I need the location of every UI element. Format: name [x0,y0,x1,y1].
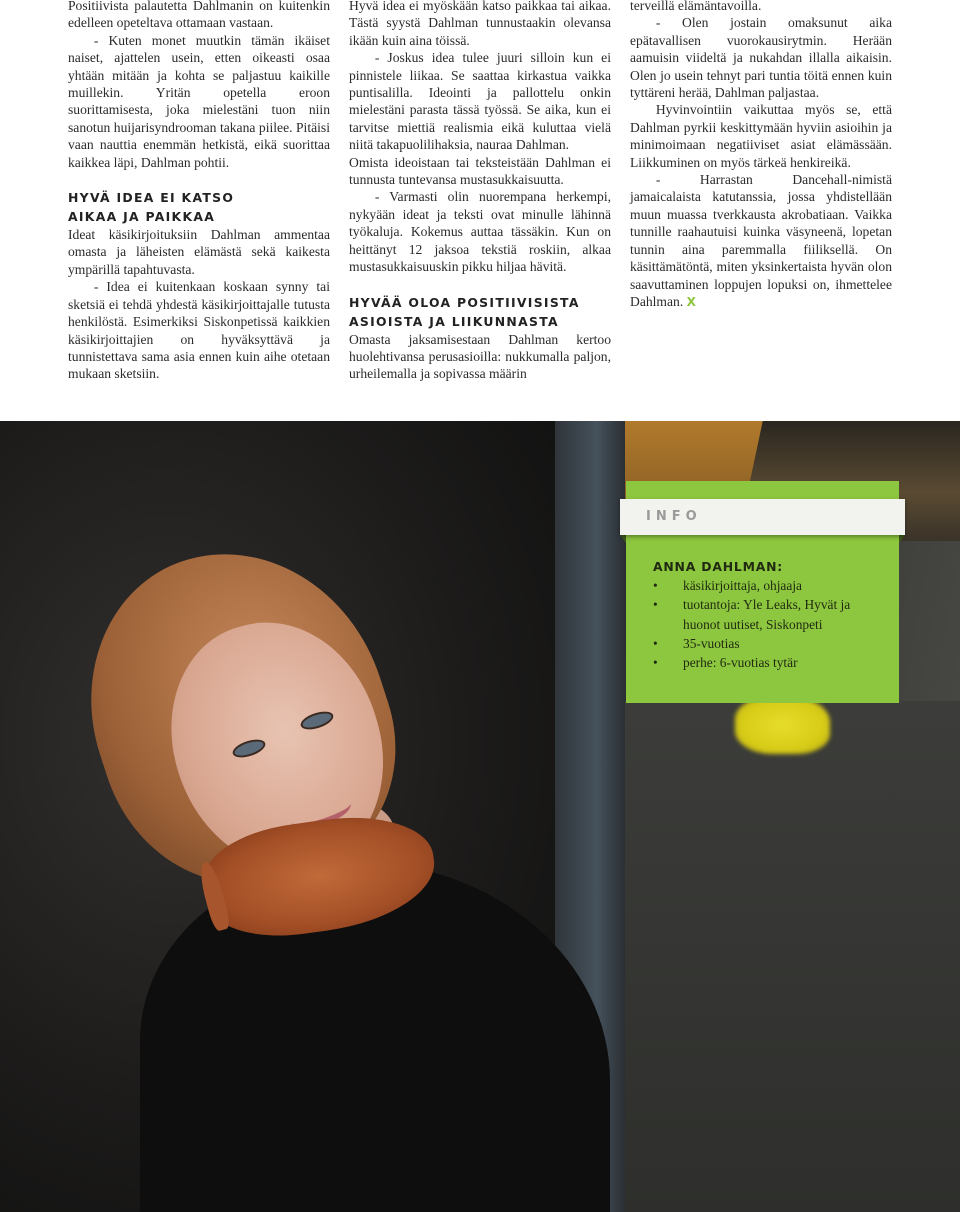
paragraph: - Varmasti olin nuorempana herkempi, nykyään ideat ja teksti ovat minulle lähinnä työkaluja. Kokemus auttaa tässäkin. Kun on heittänyt 12 jaksoa tekstiä roskiin, alkaa mustasukkaisuuskin pikku hiljaa hävitä. [349,189,611,275]
article-column-1 [68,0,330,383]
info-list-item: • tuotantoja: Yle Leaks, Hyvät ja huonot uutiset, Siskonpeti [653,595,888,633]
section-heading-line: ASIOISTA JA LIIKUNNASTA [349,313,559,329]
info-banner-fold [620,535,626,543]
paragraph: Hyvinvointiin vaikuttaa myös se, että Dahlman pyrkii keskittymään hyviin asioihin ja minimoimaan negatiiviset asiat elämässään. Liikkuminen on myös tärkeä henkireikä. [630,102,892,170]
paragraph-text: - Harrastan Dancehall-nimistä jamaicalaista katutanssia, jossa yhdistellään muun muassa tverkkausta akrobatiaan. Vaikka tunnille raahautuisi kuinka väsyneenä, lopetan tunnin aina paremmalla fiiliksellä. On käsittämätöntä, miten yksinkertaista hyvän olon saavuttaminen loppujen lopuksi on, ihmettelee Dahlman. [630,172,892,309]
info-content [653,557,888,672]
info-list-item: • perhe: 6-vuotias tytär [653,653,888,672]
info-banner-label: INFO [646,509,702,524]
section-heading [349,293,611,331]
info-banner-fold [899,535,905,543]
article-column-3 [630,0,892,311]
paragraph: - Olen jostain omaksunut aika epätavallisen vuorokausirytmin. Herään aamuisin viideltä ja nukahdan illalla aikaisin. Olen jo usein tehnyt pari tuntia töitä ennen kuin tyttäreni herää, Dahlman paljastaa. [630,15,892,101]
section-heading-line: HYVÄÄ OLOA POSITIIVISISTA [349,294,580,310]
paragraph: Omasta jaksamisestaan Dahlman kertoo huolehtivansa perusasioilla: nukkumalla paljon, urheilemalla ja sopivassa määrin [349,331,611,382]
paragraph: Hyvä idea ei myöskään katso paikkaa tai aikaa. Tästä syystä Dahlman tunnustaakin olevansa ikään kuin aina töissä. [349,0,611,48]
paragraph [630,171,892,311]
article-column-2 [349,0,611,383]
end-mark-icon: X [686,294,696,309]
section-heading-line: HYVÄ IDEA EI KATSO [68,190,235,206]
paragraph: Positiivista palautetta Dahlmanin on kuitenkin edelleen opeteltava ottamaan vastaan. [68,0,330,31]
paragraph: - Joskus idea tulee juuri silloin kun ei pinnistele liikaa. Se saattaa kirkastua vaikka puntisalilla. Ideointi ja pallottelu onkin mielestäni parasta tässä työssä. Se aika, kun ei tarvitse miettiä realismia eikä kuluttaa vielä niitä takapuolilihaksia, nauraa Dahlman. [349,50,611,153]
photo-background-floor [620,701,960,1212]
info-list-item: • käsikirjoittaja, ohjaaja [653,576,888,595]
paragraph: Ideat käsikirjoituksiin Dahlman ammentaa omasta ja läheisten elämästä sekä kaikesta ympärillä tapahtuvasta. [68,227,330,277]
photo-yellow-chair [735,696,830,754]
info-person-name: ANNA DAHLMAN: [653,559,784,574]
paragraph: - Idea ei kuitenkaan koskaan synny tai sketsiä ei tehdä yhdestä käsikirjoittajalle tutusta henkilöstä. Esimerkiksi Siskonpetissä kaikkien käsikirjoittajien on hyväksyttävä ja tunnistettava sama asia ennen kuin aihe otetaan mukaan sketsiin. [68,279,330,382]
paragraph: Omista ideoistaan tai teksteistään Dahlman ei tunnusta tuntevansa mustasukkaisuutta. [349,154,611,188]
section-heading [68,188,330,226]
paragraph: terveillä elämäntavoilla. [630,0,762,13]
info-list [653,576,888,672]
section-heading-line: AIKAA JA PAIKKAA [68,209,216,225]
info-banner [620,499,905,535]
paragraph: - Kuten monet muutkin tämän ikäiset naiset, ajattelen usein, etten oikeasti osaa yhtään mitään ja kohta se paljastuu kaikille muillekin. Yritän opetella eroon suorittamisesta, joka mielestäni tuon niin sanotun huijarisyndrooman takana piilee. Pitäisi vaan nauttia enemmän hetkistä, eikä suorittaa kaikkea läpi, Dahlman pohtii. [68,32,330,170]
info-list-item: • 35-vuotias [653,634,888,653]
